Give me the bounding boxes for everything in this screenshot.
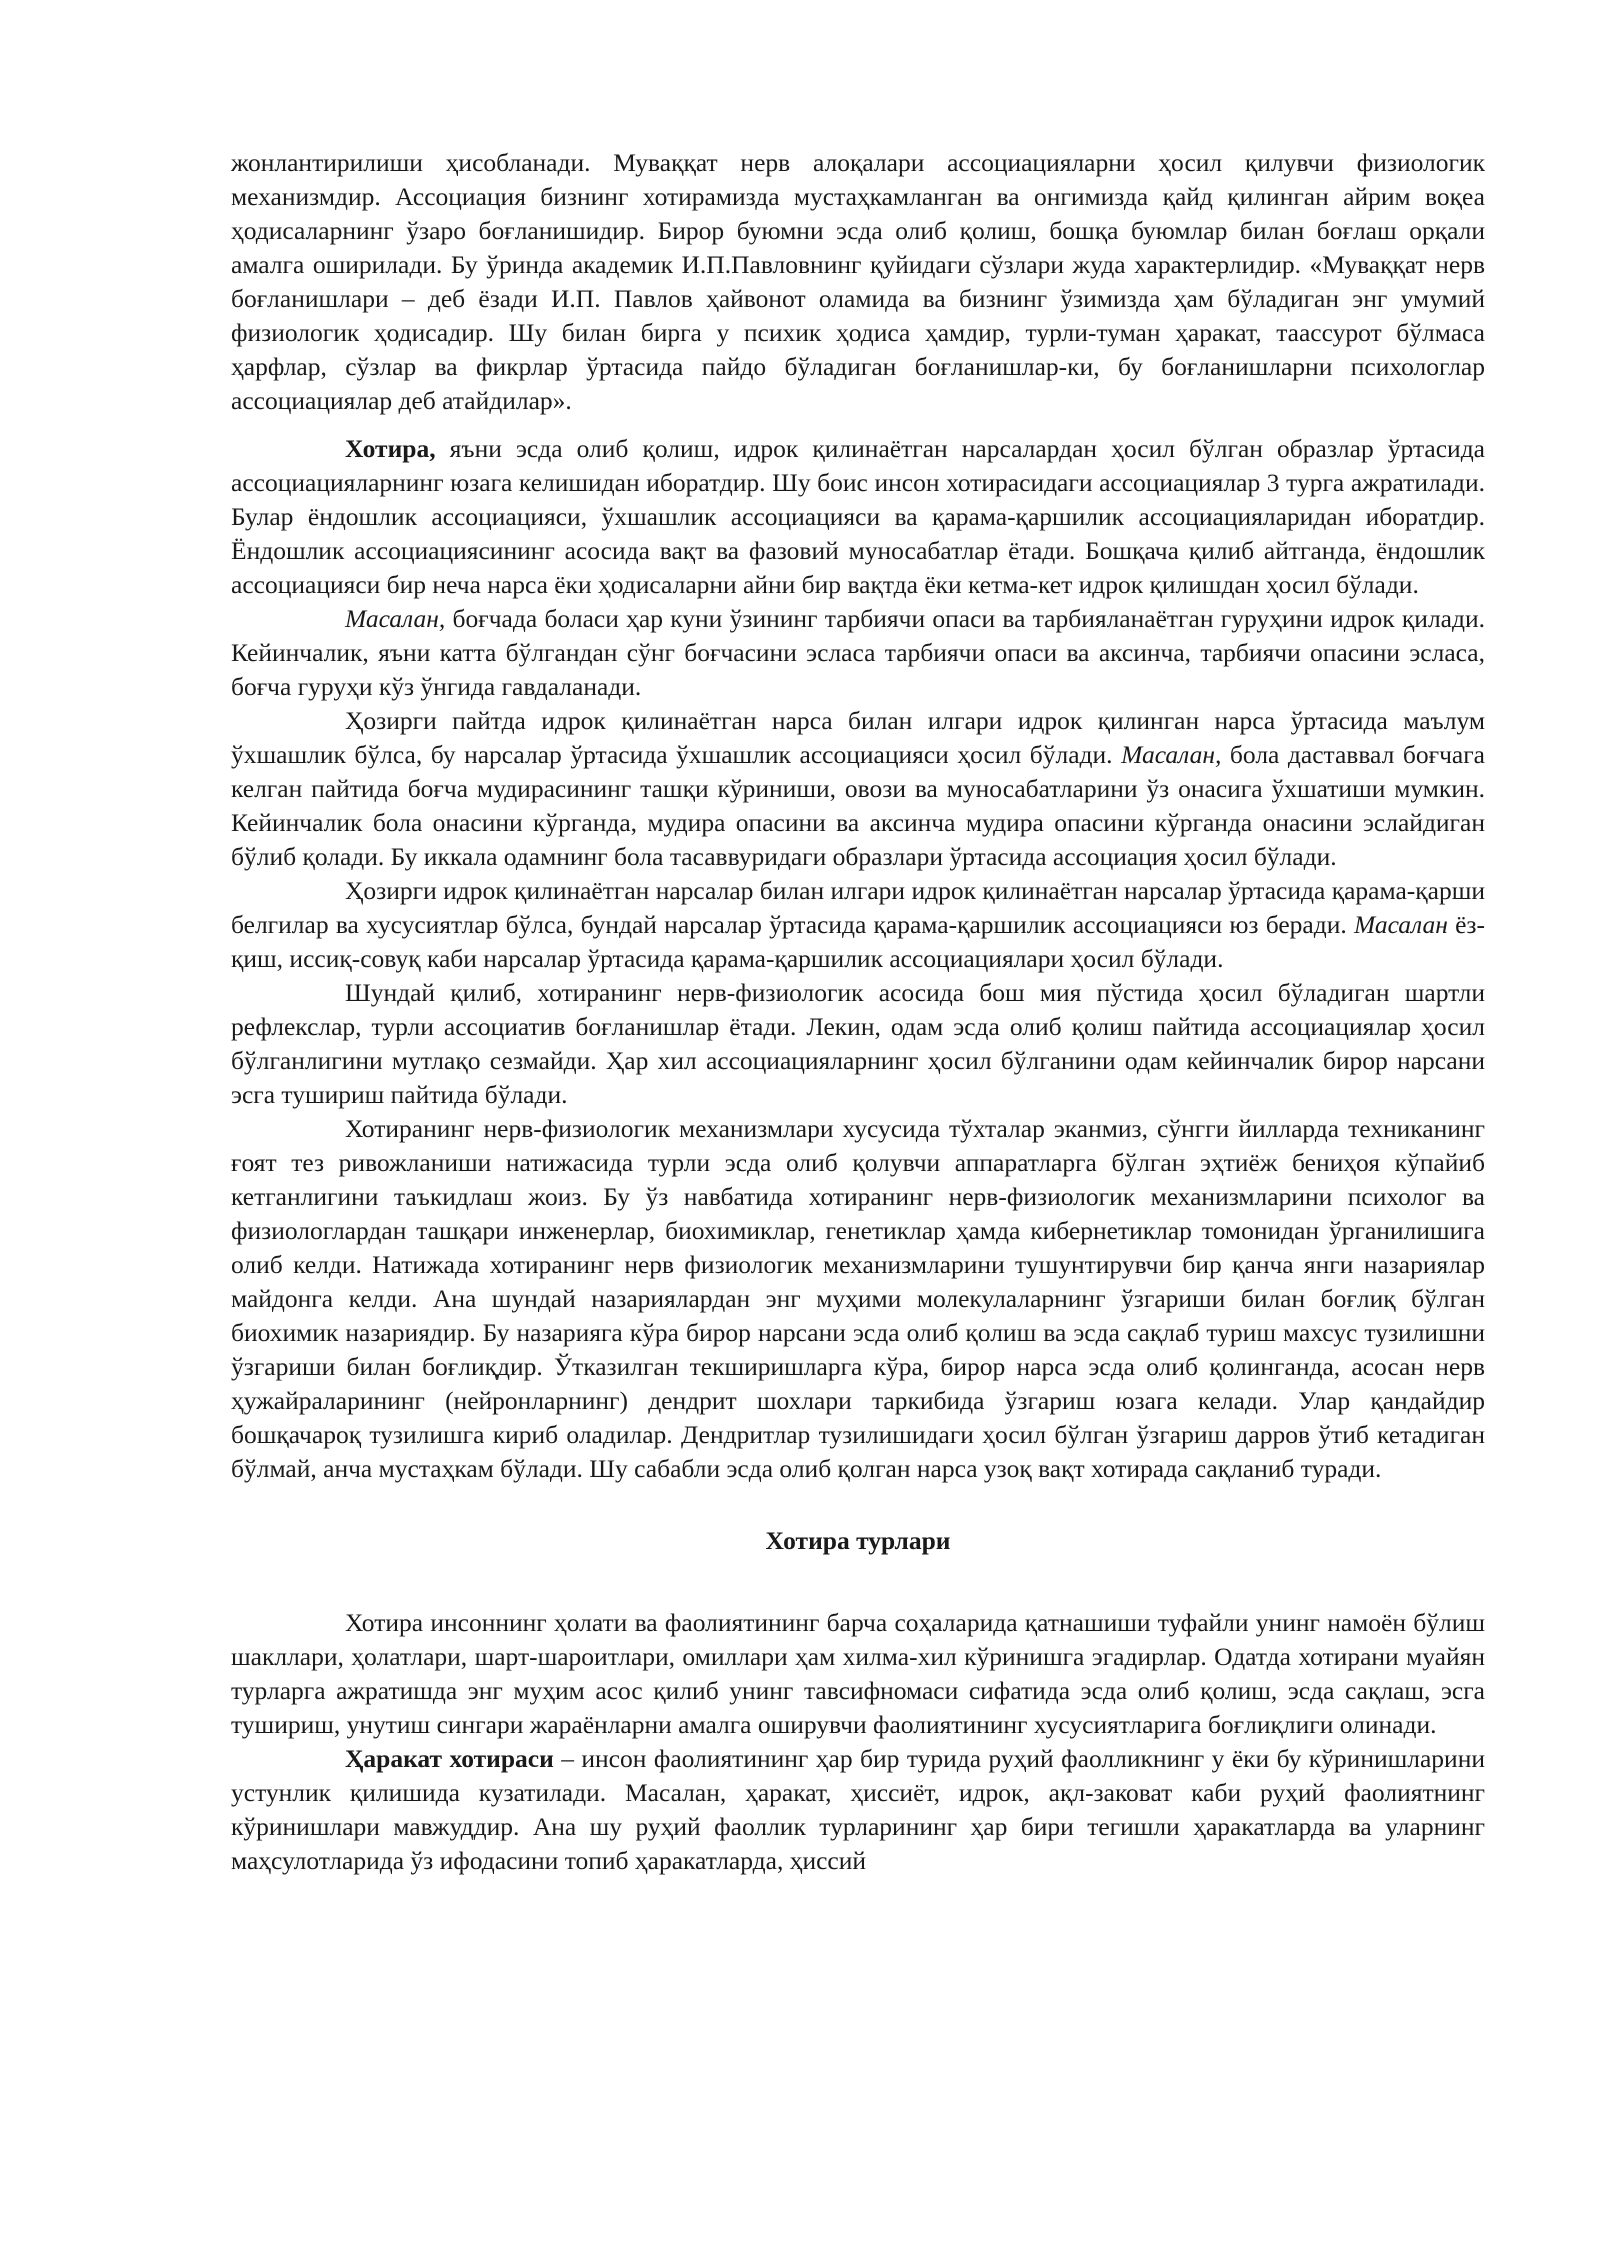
example-marker: Масалан, [345, 604, 446, 633]
paragraph-7: Хотиранинг нерв-физиологик механизмлари хусусида тўхталар эканмиз, сўнгги йилларда техниканинг ғоят тез ривожланиши натижасида турли эсда олиб қолувчи аппаратларга бўлган эҳтиёж бениҳоя кўпайиб кетганлигини таъкидлаш жоиз. Бу ўз навбатида хотиранинг нерв-физиологик механизмларини психолог ва физиологлардан ташқари инженерлар, биохимиклар, генетиклар ҳамда кибернетиклар томонидан ўрганилишига олиб келди. Натижада хотиранинг нерв физиологик механизмларини тушунтирувчи бир қанча янги назариялар майдонга келди. Ана шундай назариялардан энг муҳими молекулаларнинг ўзгариши билан боғлиқ бўлган биохимик назариядир. Бу назарияга кўра бирор нарсани эсда олиб қолиш ва эсда сақлаб туриш махсус тузилишни ўзгариши билан боғлиқдир. Ўтказилган текширишларга кўра, бирор нарса эсда олиб қолинганда, асосан нерв ҳужайраларининг (нейронларнинг) дендрит шохлари таркибида ўзгариш юзага келади. Улар қандайдир бошқачароқ тузилишга кириб оладилар. Дендритлар тузилишидаги ҳосил бўлган ўзгариш дарров ўтиб кетадиган бўлмай, анча мустаҳкам бўлади. Шу сабабли эсда олиб қолган нарса узоқ вақт хотирада сақланиб туради. [231, 1114, 1485, 1483]
paragraph-8: Хотира инсоннинг ҳолати ва фаолиятининг барча соҳаларида қатнашиши туфайли унинг намоён бўлиш шакллари, ҳолатлари, шарт-шароитлари, омиллари ҳам хилма-хил кўринишга эгадирлар. Одатда хотирани муайян турларга ажратишда энг муҳим асос қилиб унинг тавсифномаси сифатида эсда олиб қолиш, эсда сақлаш, эсга тушириш, унутиш сингари жараёнларни амалга оширувчи фаолиятининг хусусиятларига боғлиқлиги олинади. [231, 1608, 1485, 1739]
section-heading: Хотира турлари [765, 1526, 951, 1555]
paragraph-5: Ҳозирги идрок қилинаётган нарсалар билан илгари идрок қилинаётган нарсалар ўртасида қарама-қарши белгилар ва хусусиятлар бўлса, бундай нарсалар ўртасида қарама-қаршилик ассоциацияси юз беради. Масалан ёз-қиш, иссиқ-совуқ каби нарсалар ўртасида қарама-қаршилик ассоциациялари ҳосил бўлади. [231, 876, 1485, 973]
example-marker: Масалан [1353, 910, 1448, 939]
paragraph-9: Ҳаракат хотираси – инсон фаолиятининг ҳар бир турида руҳий фаолликнинг у ёки бу кўринишларини устунлик қилишида кузатилади. Масалан, ҳаракат, ҳиссиёт, идрок, ақл-заковат каби руҳий фаолиятнинг кўринишлари мавжуддир. Ана шу руҳий фаоллик турларининг ҳар бири тегишли ҳаракатларда ва уларнинг маҳсулотларида ўз ифодасини топиб ҳаракатларда, ҳиссий [231, 1744, 1485, 1875]
paragraph-2: Хотира, яъни эсда олиб қолиш, идрок қилинаётган нарсалардан ҳосил бўлган образлар ўртасида ассоциацияларнинг юзага келишидан иборатдир. Шу боис инсон хотирасидаги ассоциациялар 3 турга ажратилади. Булар ёндошлик ассоциацияси, ўхшашлик ассоциацияси ва қарама-қаршилик ассоциацияларидан иборатдир. Ёндошлик ассоциациясининг асосида вақт ва фазовий муносабатлар ётади. Бошқача қилиб айтганда, ёндошлик ассоциацияси бир неча нарса ёки ҳодисаларни айни бир вақтда ёки кетма-кет идрок қилишдан ҳосил бўлади. [231, 434, 1485, 599]
example-marker: Масалан, [1121, 740, 1222, 769]
paragraph-3: Масалан, боғчада боласи ҳар куни ўзининг тарбиячи опаси ва тарбияланаётган гуруҳини идрок қилади. Кейинчалик, яъни катта бўлгандан сўнг боғчасини эсласа тарбиячи опаси ва аксинча, тарбиячи опасини эсласа, боғча гуруҳи кўз ўнгида гавдаланади. [231, 604, 1485, 701]
term-memory: Хотира, [345, 434, 436, 463]
paragraph-6: Шундай қилиб, хотиранинг нерв-физиологик асосида бош мия пўстида ҳосил бўладиган шартли рефлекслар, турли ассоциатив боғланишлар ётади. Лекин, одам эсда олиб қолиш пайтида ассоциациялар ҳосил бўлганлигини мутлақо сезмайди. Ҳар хил ассоциацияларнинг ҳосил бўлганини одам кейинчалик бирор нарсани эсга тушириш пайтида бўлади. [231, 978, 1485, 1109]
term-motor-memory: Ҳаракат хотираси [345, 1744, 554, 1773]
document-page [231, 146, 1485, 1878]
paragraph-4: Ҳозирги пайтда идрок қилинаётган нарса билан илгари идрок қилинган нарса ўртасида маълум ўхшашлик бўлса, бу нарсалар ўртасида ўхшашлик ассоциацияси ҳосил бўлади. Масалан, бола даставвал боғчага келган пайтида боғча мудирасининг ташқи кўриниши, овози ва муносабатларини ўз онасига ўхшатиши мумкин. Кейинчалик бола онасини кўрганда, мудира опасини ва аксинча мудира опасини кўрганда онасини эслайдиган бўлиб қолади. Бу иккала одамнинг бола тасаввуридаги образлари ўртасида ассоциация ҳосил бўлади. [231, 706, 1485, 871]
paragraph-1: жонлантирилиши ҳисобланади. Муваққат нерв алоқалари ассоциацияларни ҳосил қилувчи физиологик механизмдир. Ассоциация бизнинг хотирамизда мустаҳкамланган ва онгимизда қайд қилинган айрим воқеа ҳодисаларнинг ўзаро боғланишидир. Бирор буюмни эсда олиб қолиш, бошқа буюмлар билан боғлаш орқали амалга оширилади. Бу ўринда академик И.П.Павловнинг қуйидаги сўзлари жуда характерлидир. «Муваққат нерв боғланишлари – деб ёзади И.П. Павлов ҳайвонот оламида ва бизнинг ўзимизда ҳам бўладиган энг умумий физиологик ҳодисадир. Шу билан бирга у психик ҳодиса ҳамдир, турли-туман ҳаракат, таассурот бўлмаса ҳарфлар, сўзлар ва фикрлар ўртасида пайдо бўладиган боғланишлар-ки, бу боғланишларни психологлар ассоциациялар деб атайдилар». [231, 148, 1485, 415]
